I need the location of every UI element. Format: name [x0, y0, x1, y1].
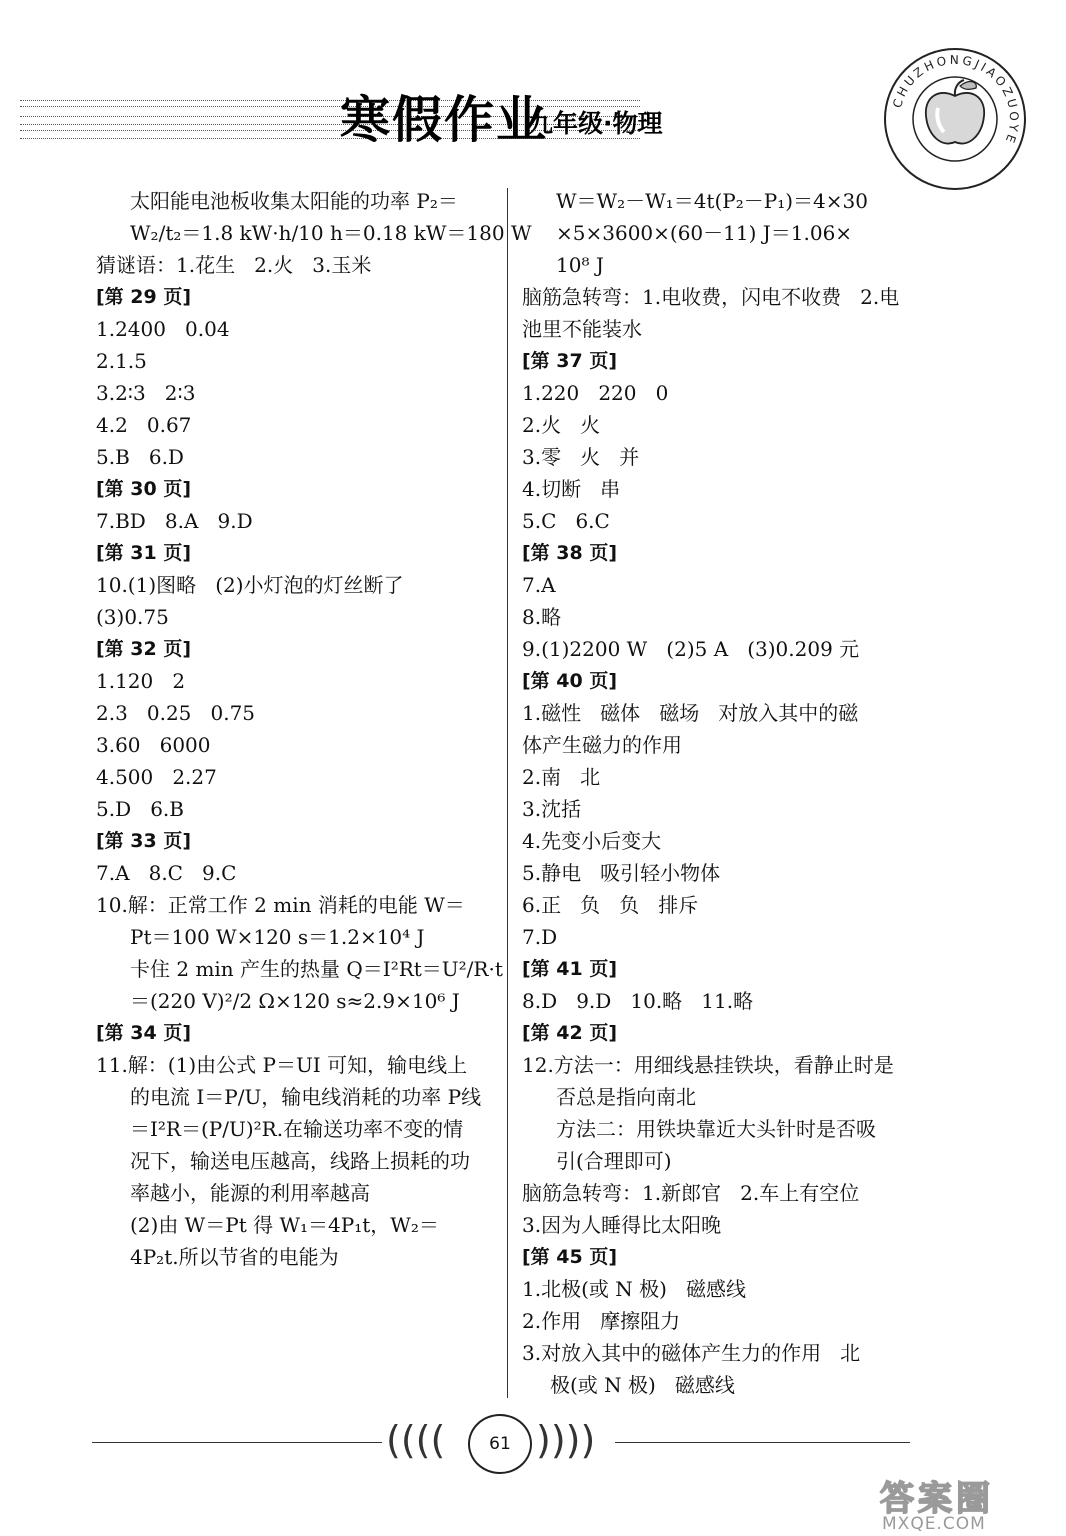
answer-line: 12.方法一：用细线悬挂铁块，看静止时是 [522, 1053, 894, 1077]
answer-line: 8.略 [522, 605, 562, 629]
page-header [0, 0, 1066, 175]
answer-line: 猜谜语：1.花生 2.火 3.玉米 [96, 253, 372, 277]
answer-line: 率越小，能源的利用率越高 [130, 1181, 370, 1205]
answer-line: 4.切断 串 [522, 477, 621, 501]
column-divider [507, 188, 508, 1398]
answer-line: 2.火 火 [522, 413, 601, 437]
answer-line: 3.零 火 并 [522, 445, 640, 469]
answer-line: 10.解：正常工作 2 min 消耗的电能 W＝ [96, 893, 465, 917]
answer-line: 8.D 9.D 10.略 11.略 [522, 989, 754, 1013]
answer-line: 2.1.5 [96, 349, 147, 373]
answer-line: 脑筋急转弯：1.新郎官 2.车上有空位 [522, 1181, 860, 1205]
watermark-url: MXQE.COM [882, 1514, 986, 1534]
answer-line: 脑筋急转弯：1.电收费，闪电不收费 2.电 [522, 285, 900, 309]
answer-line: 1.北极(或 N 极) 磁感线 [522, 1277, 746, 1301]
answer-line: (3)0.75 [96, 605, 169, 629]
logo-text: CHUZHONGJIAOZUOYE [890, 52, 1022, 148]
section-heading: [第 29 页] [96, 286, 192, 308]
answer-line: 3.2∶3 2∶3 [96, 381, 196, 405]
answer-line: 1.2400 0.04 [96, 317, 230, 341]
answer-line: ＝I²R＝(P/U)²R.在输送功率不变的情 [130, 1117, 464, 1141]
answer-line: ×5×3600×(60－11) J＝1.06× [556, 221, 853, 245]
watermark-logo-icon [876, 1476, 1062, 1516]
answer-line: 5.D 6.B [96, 797, 184, 821]
answer-line: 10.(1)图略 (2)小灯泡的灯丝断了 [96, 573, 404, 597]
section-heading: [第 38 页] [522, 542, 618, 564]
page-number: 61 [468, 1414, 532, 1474]
footer-rule-left [92, 1442, 382, 1443]
watermark [876, 1476, 1062, 1532]
answer-column-left [96, 185, 532, 1273]
watermark-logo-text: 答案圈 [880, 1479, 994, 1516]
section-heading: [第 40 页] [522, 670, 618, 692]
section-heading: [第 32 页] [96, 638, 192, 660]
answer-line: (2)由 W＝Pt 得 W₁＝4P₁t，W₂＝ [130, 1213, 439, 1237]
answer-line: ＝(220 V)²/2 Ω×120 s≈2.9×10⁶ J [130, 989, 460, 1013]
footer-ornament-right: )))) [536, 1418, 596, 1462]
answer-line: 3.60 6000 [96, 733, 211, 757]
answer-line: 极(或 N 极) 磁感线 [550, 1373, 735, 1397]
answer-line: 11.解：(1)由公式 P＝UI 可知，输电线上 [96, 1053, 468, 1077]
section-heading: [第 41 页] [522, 958, 618, 980]
answer-line: 6.正 负 负 排斥 [522, 893, 699, 917]
apple-logo-icon [880, 44, 1030, 194]
section-heading: [第 31 页] [96, 542, 192, 564]
answer-line: 7.D [522, 925, 558, 949]
answer-line: 方法二：用铁块靠近大头针时是否吸 [556, 1117, 876, 1141]
page-footer [0, 1400, 1066, 1480]
answer-line: 10⁸ J [556, 253, 604, 277]
answer-line: 5.静电 吸引轻小物体 [522, 861, 721, 885]
answer-line: 2.南 北 [522, 765, 601, 789]
answer-line: 卡住 2 min 产生的热量 Q＝I²Rt＝U²/R·t [130, 957, 503, 981]
answer-line: 况下，输送电压越高，线路上损耗的功 [130, 1149, 470, 1173]
answer-line: 3.对放入其中的磁体产生力的作用 北 [522, 1341, 861, 1365]
answer-line: W＝W₂－W₁＝4t(P₂－P₁)＝4×30 [556, 189, 868, 213]
answer-line: 1.120 2 [96, 669, 186, 693]
answer-line: 5.C 6.C [522, 509, 610, 533]
answer-line: 2.作用 摩擦阻力 [522, 1309, 681, 1333]
book-title: 寒假作业 [340, 91, 548, 149]
answer-line: W₂/t₂＝1.8 kW·h/10 h＝0.18 kW＝180 W [130, 221, 532, 245]
footer-ornament-left: (((( [386, 1418, 446, 1462]
section-heading: [第 30 页] [96, 478, 192, 500]
answer-line: 3.沈括 [522, 797, 582, 821]
answer-line: 太阳能电池板收集太阳能的功率 P₂＝ [130, 189, 458, 213]
answer-line: 4P₂t.所以节省的电能为 [130, 1245, 339, 1269]
answer-line: 9.(1)2200 W (2)5 A (3)0.209 元 [522, 637, 860, 661]
answer-line: 7.A [522, 573, 556, 597]
answer-line: 1.磁性 磁体 磁场 对放入其中的磁 [522, 701, 859, 725]
section-heading: [第 45 页] [522, 1246, 618, 1268]
answer-line: 4.500 2.27 [96, 765, 217, 789]
answer-line: 2.3 0.25 0.75 [96, 701, 256, 725]
section-heading: [第 37 页] [522, 350, 618, 372]
book-subtitle: 九年级·物理 [528, 109, 663, 138]
answer-column-right [522, 185, 922, 1401]
answer-line: 池里不能装水 [522, 317, 642, 341]
answer-line: 4.先变小后变大 [522, 829, 662, 853]
answer-line: Pt＝100 W×120 s＝1.2×10⁴ J [130, 925, 425, 949]
answer-line: 7.A 8.C 9.C [96, 861, 237, 885]
answer-line: 4.2 0.67 [96, 413, 192, 437]
section-heading: [第 33 页] [96, 830, 192, 852]
section-heading: [第 42 页] [522, 1022, 618, 1044]
answer-line: 引(合理即可) [556, 1149, 672, 1173]
answer-line: 7.BD 8.A 9.D [96, 509, 253, 533]
section-heading: [第 34 页] [96, 1022, 192, 1044]
answer-line: 的电流 I＝P/U，输电线消耗的功率 P线 [130, 1085, 482, 1109]
footer-rule-right [615, 1442, 910, 1443]
answer-line: 3.因为人睡得比太阳晚 [522, 1213, 722, 1237]
answer-line: 体产生磁力的作用 [522, 733, 682, 757]
answer-line: 5.B 6.D [96, 445, 184, 469]
answer-line: 否总是指向南北 [556, 1085, 696, 1109]
answer-line: 1.220 220 0 [522, 381, 669, 405]
